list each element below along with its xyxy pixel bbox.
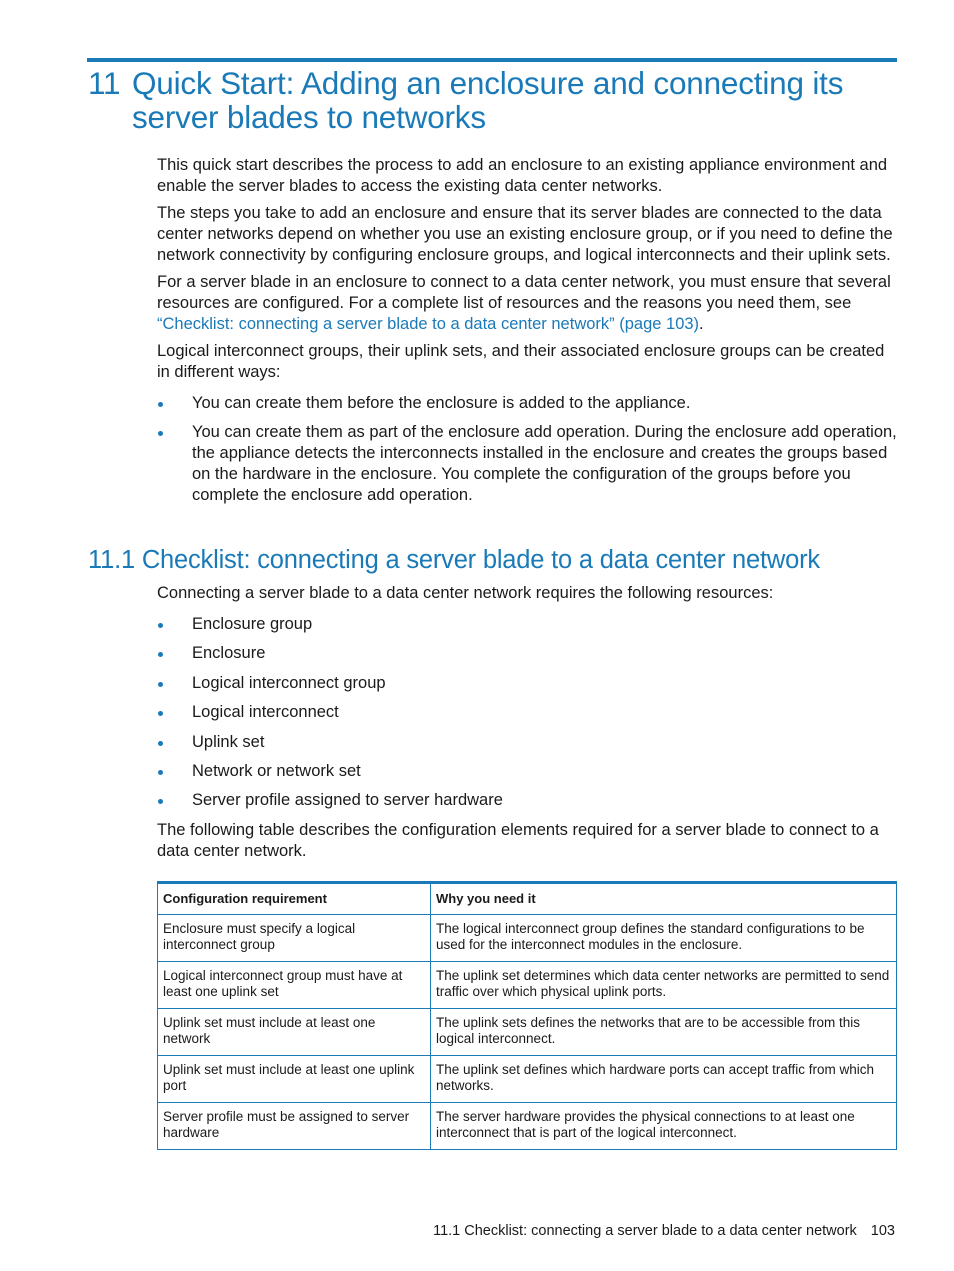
reason-cell: The logical interconnect group defines the standard configurations to be used for the interconnect modules in the enclosure. <box>431 914 897 961</box>
page-footer <box>433 1222 895 1240</box>
section-body <box>157 583 899 862</box>
intro-paragraph-3-end: . <box>699 315 704 333</box>
list-item: You can create them before the enclosure is added to the appliance. <box>157 393 899 414</box>
requirement-cell: Uplink set must include at least one network <box>158 1008 431 1055</box>
intro-paragraph-3-text: For a server blade in an enclosure to connect to a data center network, you must ensure that several resources are configured. For a complete list of resources and the reasons you need them, see <box>157 273 891 312</box>
list-item: Logical interconnect group <box>157 673 899 694</box>
table-intro: The following table describes the configuration elements required for a server blade to connect to a data center network. <box>157 820 879 860</box>
list-item: Enclosure group <box>157 614 899 635</box>
list-item: Enclosure <box>157 643 899 664</box>
list-item: Logical interconnect <box>157 702 899 723</box>
intro-paragraph-4: Logical interconnect groups, their uplink sets, and their associated enclosure groups can be created in different ways: <box>157 342 885 381</box>
column-header-requirement: Configuration requirement <box>158 883 431 915</box>
creation-methods-list <box>157 393 899 506</box>
table-row <box>158 914 897 961</box>
requirement-cell: Uplink set must include at least one uplink port <box>158 1055 431 1102</box>
resources-list <box>157 614 899 811</box>
table-row <box>158 1102 897 1149</box>
chapter-top-rule <box>87 58 897 62</box>
list-item: Network or network set <box>157 761 899 782</box>
intro-paragraph-1: This quick start describes the process to add an enclosure to an existing appliance environment and enable the server blades to access the existing data center networks. <box>157 156 888 195</box>
column-header-reason: Why you need it <box>431 883 897 915</box>
reason-cell: The uplink set defines which hardware ports can accept traffic from which networks. <box>431 1055 897 1102</box>
list-item: You can create them as part of the enclosure add operation. During the enclosure add operation, the appliance detects the interconnects installed in the enclosure and creates the groups based on the hardware in the enclosure. You complete the configuration of the groups before you complete the enclosure add operation. <box>157 422 899 506</box>
requirement-cell: Logical interconnect group must have at least one uplink set <box>158 961 431 1008</box>
page-number: 103 <box>870 1223 895 1239</box>
table-row <box>158 961 897 1008</box>
reason-cell: The uplink set determines which data center networks are permitted to send traffic over which physical uplink ports. <box>431 961 897 1008</box>
intro-body <box>157 155 899 514</box>
reason-cell: The server hardware provides the physical connections to at least one interconnect that is part of the logical interconnect. <box>431 1102 897 1149</box>
list-item: Server profile assigned to server hardware <box>157 790 899 811</box>
table-row <box>158 1008 897 1055</box>
chapter-title-line1: Quick Start: Adding an enclosure and connecting its <box>132 65 844 101</box>
configuration-requirements-table <box>157 881 897 1150</box>
table-header-row <box>158 883 897 915</box>
list-item: Uplink set <box>157 732 899 753</box>
intro-paragraph-2: The steps you take to add an enclosure and ensure that its server blades are connected to the data center networks depend on whether you use an existing enclosure group, or if you need to define the network connectivity by configuring enclosure groups, and logical interconnects and their uplink sets. <box>157 204 893 264</box>
checklist-cross-reference-link[interactable]: “Checklist: connecting a server blade to a data center network” (page 103) <box>157 315 700 333</box>
chapter-number: 11 <box>88 65 121 101</box>
chapter-title <box>88 66 898 134</box>
section-intro: Connecting a server blade to a data center network requires the following resources: <box>157 584 774 602</box>
intro-paragraph-3 <box>157 272 899 335</box>
footer-running-title: 11.1 Checklist: connecting a server blade to a data center network <box>433 1223 857 1239</box>
requirement-cell: Enclosure must specify a logical interconnect group <box>158 914 431 961</box>
section-title: 11.1 Checklist: connecting a server blade to a data center network <box>88 546 820 574</box>
reason-cell: The uplink sets defines the networks that are to be accessible from this logical interconnect. <box>431 1008 897 1055</box>
requirement-cell: Server profile must be assigned to server hardware <box>158 1102 431 1149</box>
chapter-title-line2: server blades to networks <box>132 99 486 135</box>
table-row <box>158 1055 897 1102</box>
